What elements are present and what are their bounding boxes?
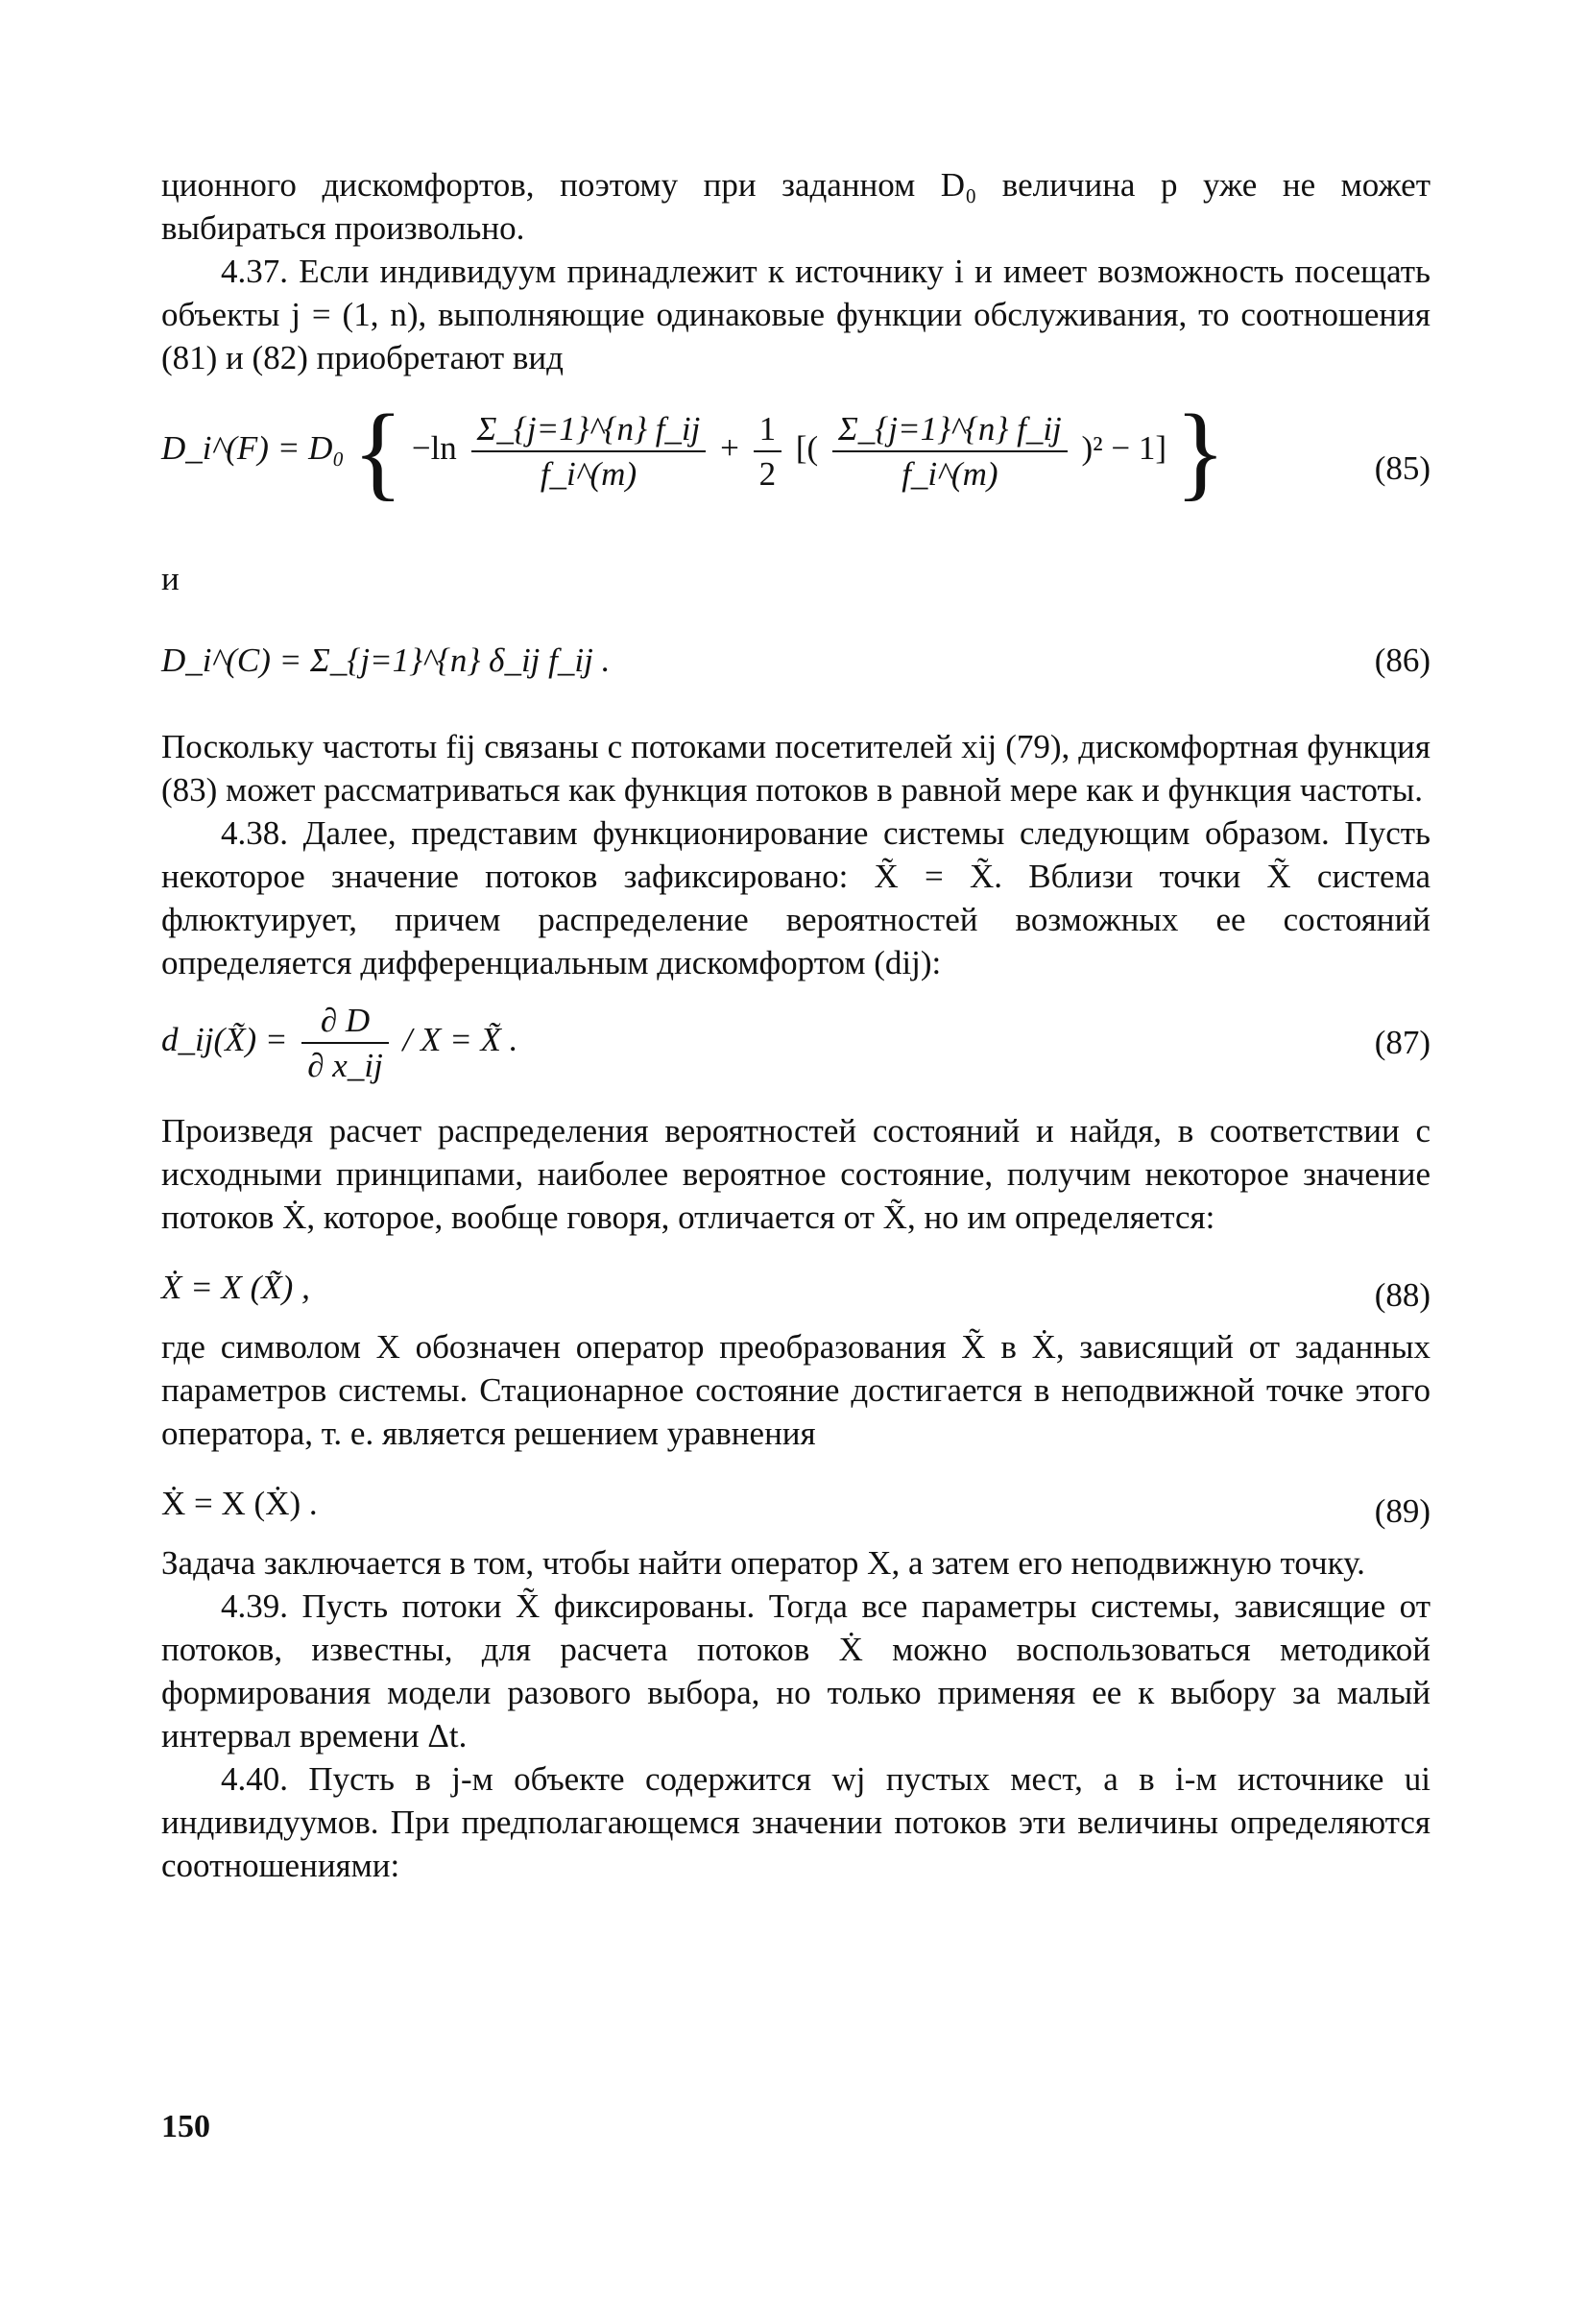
equation-89-body: Ẋ = Χ (Ẋ) . — [161, 1485, 318, 1522]
eq85-bracket-open: [( — [795, 429, 819, 468]
eq85-half-num: 1 — [754, 407, 782, 452]
paragraph-4-39: 4.39. Пусть потоки X̃ фиксированы. Тогда все параметры системы, зависящие от потоков, известны, для расчета потоков Ẋ можно воспользоваться методикой формирования модели разового выбора, но только применяя ее к выбору за малый интервал времени Δt. — [161, 1587, 1431, 1755]
equation-87-body — [161, 999, 517, 1087]
eq87-lhs: d_ij(X̃) = — [161, 1021, 288, 1059]
page-content — [161, 163, 1431, 1887]
equation-85 — [161, 379, 1431, 557]
eq85-ln: −ln — [411, 429, 457, 468]
paragraph-4-40: 4.40. Пусть в j-м объекте содержится wj пустых мест, а в i-м источнике ui индивидуумов. При предполагающемся значении потоков эти величины определяются соотношениями: — [161, 1760, 1431, 1884]
eq85-half-den: 2 — [758, 455, 777, 493]
eq87-num: ∂ D — [301, 999, 389, 1044]
conjunction-and: и — [161, 560, 180, 597]
eq85-den1: f_i^(m) — [540, 455, 637, 493]
equation-89 — [161, 1455, 1431, 1541]
paragraph-calculation: Произведя расчет распределения вероятностей состояний и найдя, в соответствии с исходными принципами, наиболее вероятное состояние, получим некоторое значение потоков Ẋ, которое, вообще говоря, отличается от X̃, но им определяется: — [161, 1112, 1431, 1236]
paragraph-4-38: 4.38. Далее, представим функционирование системы следующим образом. Пусть некоторое значение потоков зафиксировано: X̃ = X̃. Вблизи точки X̃ система флюктуирует, причем распределение вероятностей возможных ее состояний определяется дифференциальным дискомфортом (dij): — [161, 814, 1431, 981]
paragraph-1: ционного дискомфортов, поэтому при заданном D₀ величина p уже не может выбираться произвольно. — [161, 166, 1431, 247]
eq85-right-brace: } — [1174, 393, 1226, 510]
eq85-half — [754, 407, 782, 496]
paragraph-operator: где символом Χ обозначен оператор преобразования X̃ в Ẋ, зависящий от заданных параметров системы. Стационарное состояние достигается в неподвижной точке этого оператора, т. е. является решением уравнения — [161, 1328, 1431, 1452]
eq87-den: ∂ x_ij — [307, 1047, 383, 1084]
paragraph-task: Задача заключается в том, чтобы найти оператор Χ, а затем его неподвижную точку. — [161, 1544, 1365, 1582]
eq88-number: (88) — [1374, 1276, 1431, 1314]
eq85-number: (85) — [1374, 449, 1431, 487]
eq85-lhs: D_i^(F) = D₀ — [161, 429, 345, 468]
eq87-fraction — [301, 999, 389, 1087]
equation-88 — [161, 1239, 1431, 1325]
paragraph-frequencies: Поскольку частоты fij связаны с потоками посетителей xij (79), дискомфортная функция (83) может рассматриваться как функция потоков в равной мере как и функция частоты. — [161, 728, 1431, 809]
eq86-number: (86) — [1374, 642, 1431, 679]
eq85-plus: + — [720, 429, 739, 468]
eq87-rhs: / X = X̃ . — [402, 1021, 518, 1059]
equation-85-body — [161, 393, 1226, 510]
equation-86 — [161, 600, 1431, 725]
eq89-number: (89) — [1374, 1492, 1431, 1530]
eq87-number: (87) — [1374, 1024, 1431, 1061]
equation-88-body: Ẋ = Χ (X̃) , — [161, 1269, 310, 1306]
eq85-num2: Σ_{j=1}^{n} f_ij — [832, 407, 1068, 452]
equation-86-body: D_i^(C) = Σ_{j=1}^{n} δ_ij f_ij . — [161, 642, 611, 679]
eq85-tail: )² − 1] — [1081, 429, 1167, 468]
eq85-fraction-2 — [832, 407, 1068, 496]
paragraph-4-37: 4.37. Если индивидуум принадлежит к источнику i и имеет возможность посещать объекты j = (1, n), выполняющие одинаковые функции обслуживания, то соотношения (81) и (82) приобретают вид — [161, 253, 1431, 376]
eq85-den2: f_i^(m) — [902, 455, 998, 493]
equation-87 — [161, 984, 1431, 1109]
eq85-left-brace: { — [352, 393, 404, 510]
page-number: 150 — [161, 2109, 210, 2144]
eq85-num1: Σ_{j=1}^{n} f_ij — [471, 407, 707, 452]
eq85-fraction-1 — [471, 407, 707, 496]
